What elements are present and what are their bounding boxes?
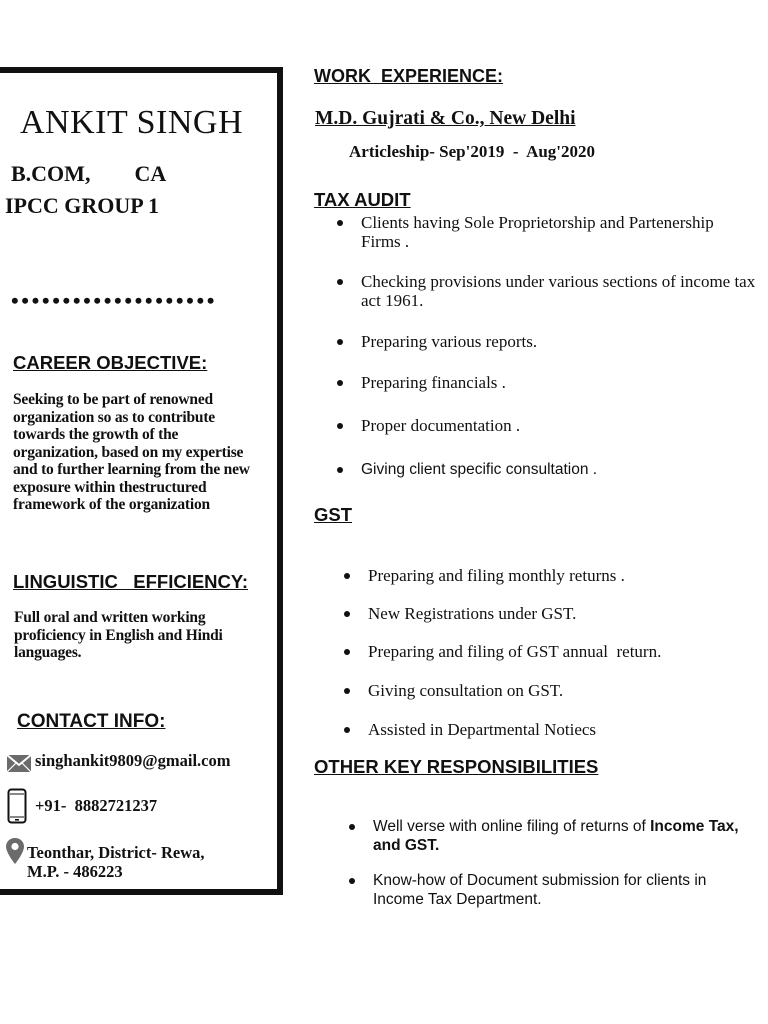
- dotted-divider: ••••••••••••••••••••: [11, 288, 218, 313]
- degree-line-1: B.COM, CA: [11, 161, 167, 186]
- gst-heading: GST: [314, 504, 353, 525]
- contact-phone[interactable]: +91- 8882721237: [35, 796, 158, 815]
- linguistic-efficiency-text: Full oral and written working proficiency in English and Hindi languages.: [14, 609, 223, 661]
- linguistic-efficiency-heading: LINGUISTIC EFFICIENCY:: [13, 571, 249, 592]
- tax-audit-heading: TAX AUDIT: [314, 189, 411, 210]
- mobile-phone-icon: [7, 788, 27, 824]
- list-item: Giving client specific consultation .: [361, 460, 756, 479]
- list-item-bold-text: Income Tax, and GST.: [373, 818, 739, 854]
- employer-name: M.D. Gujrati & Co., New Delhi: [315, 108, 576, 129]
- list-item: [373, 817, 753, 855]
- map-pin-icon: [6, 838, 24, 864]
- degree-line-2: IPCC GROUP 1: [5, 193, 159, 218]
- work-experience-heading: WORK EXPERIENCE:: [314, 66, 504, 86]
- list-item: Know-how of Document submission for clients in Income Tax Department.: [373, 871, 753, 909]
- list-item: Giving consultation on GST.: [368, 681, 758, 700]
- contact-address-line-2: M.P. - 486223: [27, 862, 123, 881]
- list-item: Preparing financials .: [361, 373, 756, 392]
- contact-email[interactable]: singhankit9809@gmail.com: [35, 751, 231, 770]
- list-item: Checking provisions under various sections of income tax act 1961.: [361, 272, 756, 310]
- career-objective-heading: CAREER OBJECTIVE:: [13, 352, 208, 373]
- list-item: Preparing and filing of GST annual return.: [368, 642, 758, 661]
- list-item-text: Well verse with online filing of returns of: [373, 818, 651, 835]
- candidate-name: ANKIT SINGH: [20, 104, 244, 141]
- list-item: Preparing various reports.: [361, 332, 756, 351]
- contact-address-line-1: Teonthar, District- Rewa,: [27, 843, 205, 862]
- articleship-period: Articleship- Sep'2019 - Aug'2020: [349, 142, 596, 161]
- list-item: New Registrations under GST.: [368, 604, 758, 623]
- envelope-icon: [7, 755, 31, 772]
- list-item: Assisted in Departmental Notiecs: [368, 720, 758, 739]
- career-objective-text: Seeking to be part of renowned organization so as to contribute towards the growth of the organization, based on my expertise and to further learning from the new exposure within thestructured framework of the organization: [13, 391, 250, 513]
- list-item: Proper documentation .: [361, 416, 756, 435]
- list-item: Clients having Sole Proprietorship and Partenership Firms .: [361, 213, 756, 251]
- contact-info-heading: CONTACT INFO:: [17, 711, 166, 732]
- list-item: Preparing and filing monthly returns .: [368, 566, 758, 585]
- other-responsibilities-heading: OTHER KEY RESPONSIBILITIES: [314, 756, 599, 777]
